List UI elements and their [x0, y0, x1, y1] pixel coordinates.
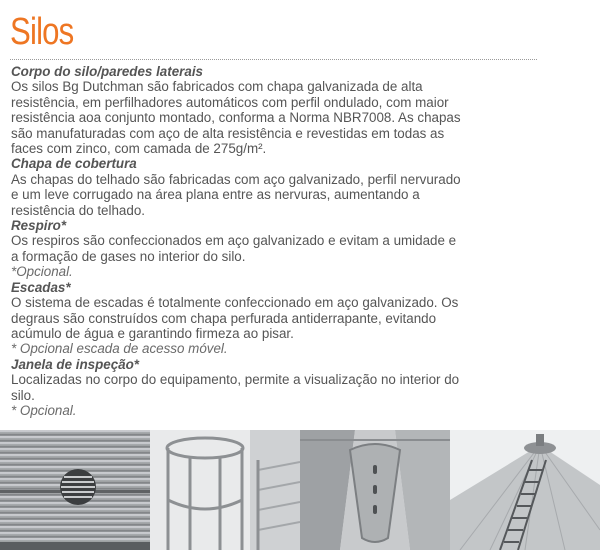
section-heading: Chapa de cobertura: [11, 156, 137, 172]
section-janela-de-inspecao: [11, 357, 511, 419]
section-line: Localizadas no corpo do equipamento, permite a visualização no interior do: [11, 372, 460, 388]
section-heading: Corpo do silo/paredes laterais: [11, 64, 203, 79]
section-line: resistência aoa conjunto montado, conforma a Norma NBR7008. As chapas: [11, 110, 461, 126]
photo-strip: [0, 430, 600, 550]
section-line: e um leve corrugado na área plana entre as nervuras, aumentando a: [11, 187, 420, 203]
section-heading: Escadas*: [11, 279, 71, 295]
section-escadas: [11, 280, 511, 357]
section-corpo-do-silo: [11, 64, 511, 156]
silo-features-content: [11, 64, 511, 418]
section-line: resistência do telhado.: [11, 202, 145, 218]
silo-roof-ladder-photo: [450, 430, 600, 550]
silo-wall-vent-photo: [0, 430, 150, 550]
section-line: Os respiros são confeccionados em aço galvanizado e evitam a umidade e: [11, 233, 457, 249]
section-line: As chapas do telhado são fabricadas com aço galvanizado, perfil nervurado: [11, 171, 461, 187]
section-line: são manufaturadas com aço de alta resistência e revestidas em todas as: [11, 125, 445, 141]
silo-ladder-cage-photo: [150, 430, 300, 550]
section-respiro: [11, 218, 511, 280]
title-divider: [10, 59, 537, 60]
optional-note: * Opcional escada de acesso móvel.: [11, 341, 228, 357]
section-line: resistência, em perfilhadores automáticos com perfil ondulado, com maior: [11, 94, 449, 110]
section-heading: Respiro*: [11, 218, 67, 234]
silo-hopper-photo: [300, 430, 450, 550]
section-line: silo.: [11, 387, 35, 403]
section-line: O sistema de escadas é totalmente confeccionado em aço galvanizado. Os: [11, 295, 459, 311]
section-line: acúmulo de água e garantindo firmeza ao pisar.: [11, 325, 294, 341]
section-chapa-de-cobertura: [11, 156, 511, 218]
optional-note: * Opcional.: [11, 402, 77, 418]
page-title: Silos: [10, 11, 74, 53]
section-line: faces com zinco, com camada de 275g/m².: [11, 141, 267, 157]
section-line: Os silos Bg Dutchman são fabricados com chapa galvanizada de alta: [11, 79, 423, 95]
section-line: degraus são construídos com chapa perfurada antiderrapante, evitando: [11, 310, 437, 326]
section-line: a formação de gases no interior do silo.: [11, 248, 246, 264]
optional-note: *Opcional.: [11, 264, 73, 280]
section-heading: Janela de inspeção*: [11, 356, 140, 372]
